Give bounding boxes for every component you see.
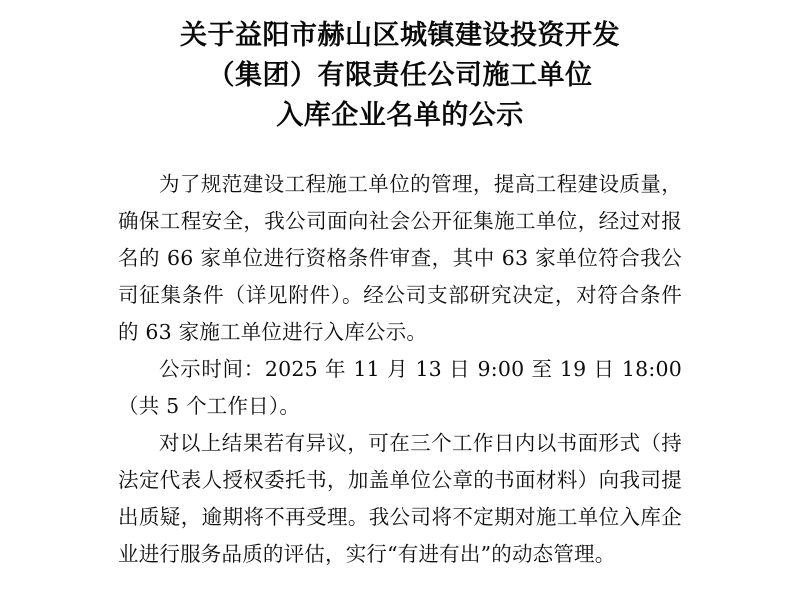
page-title-line-1: 关于益阳市赫山区城镇建设投资开发 [180, 20, 620, 51]
document-body [0, 166, 800, 573]
paragraph-objection: 对以上结果若有异议，可在三个工作日内以书面形式（持法定代表人授权委托书，加盖单位公章的书面材料）向我司提出质疑，逾期将不再受理。我公司将不定期对施工单位入库企业进行服务品质的评估，实行“有进有出”的动态管理。 [118, 431, 682, 566]
paragraph-publicity-period: 公示时间：2025 年 11 月 13 日 9:00 至 19 日 18:00（共 5 个工作日）。 [118, 357, 682, 418]
page-title-line-3: 入库企业名单的公示 [276, 100, 524, 131]
page-title-line-2: （集团）有限责任公司施工单位 [207, 60, 593, 91]
paragraph-purpose: 为了规范建设工程施工单位的管理，提高工程建设质量，确保工程安全，我公司面向社会公开征集施工单位，经过对报名的 66 家单位进行资格条件审查，其中 63 家单位符合我公司征集条件（详见附件）。经公司支部研究决定，对符合条件的 63 家施工单位进行入库公示。 [118, 172, 682, 344]
page-title [0, 0, 800, 136]
